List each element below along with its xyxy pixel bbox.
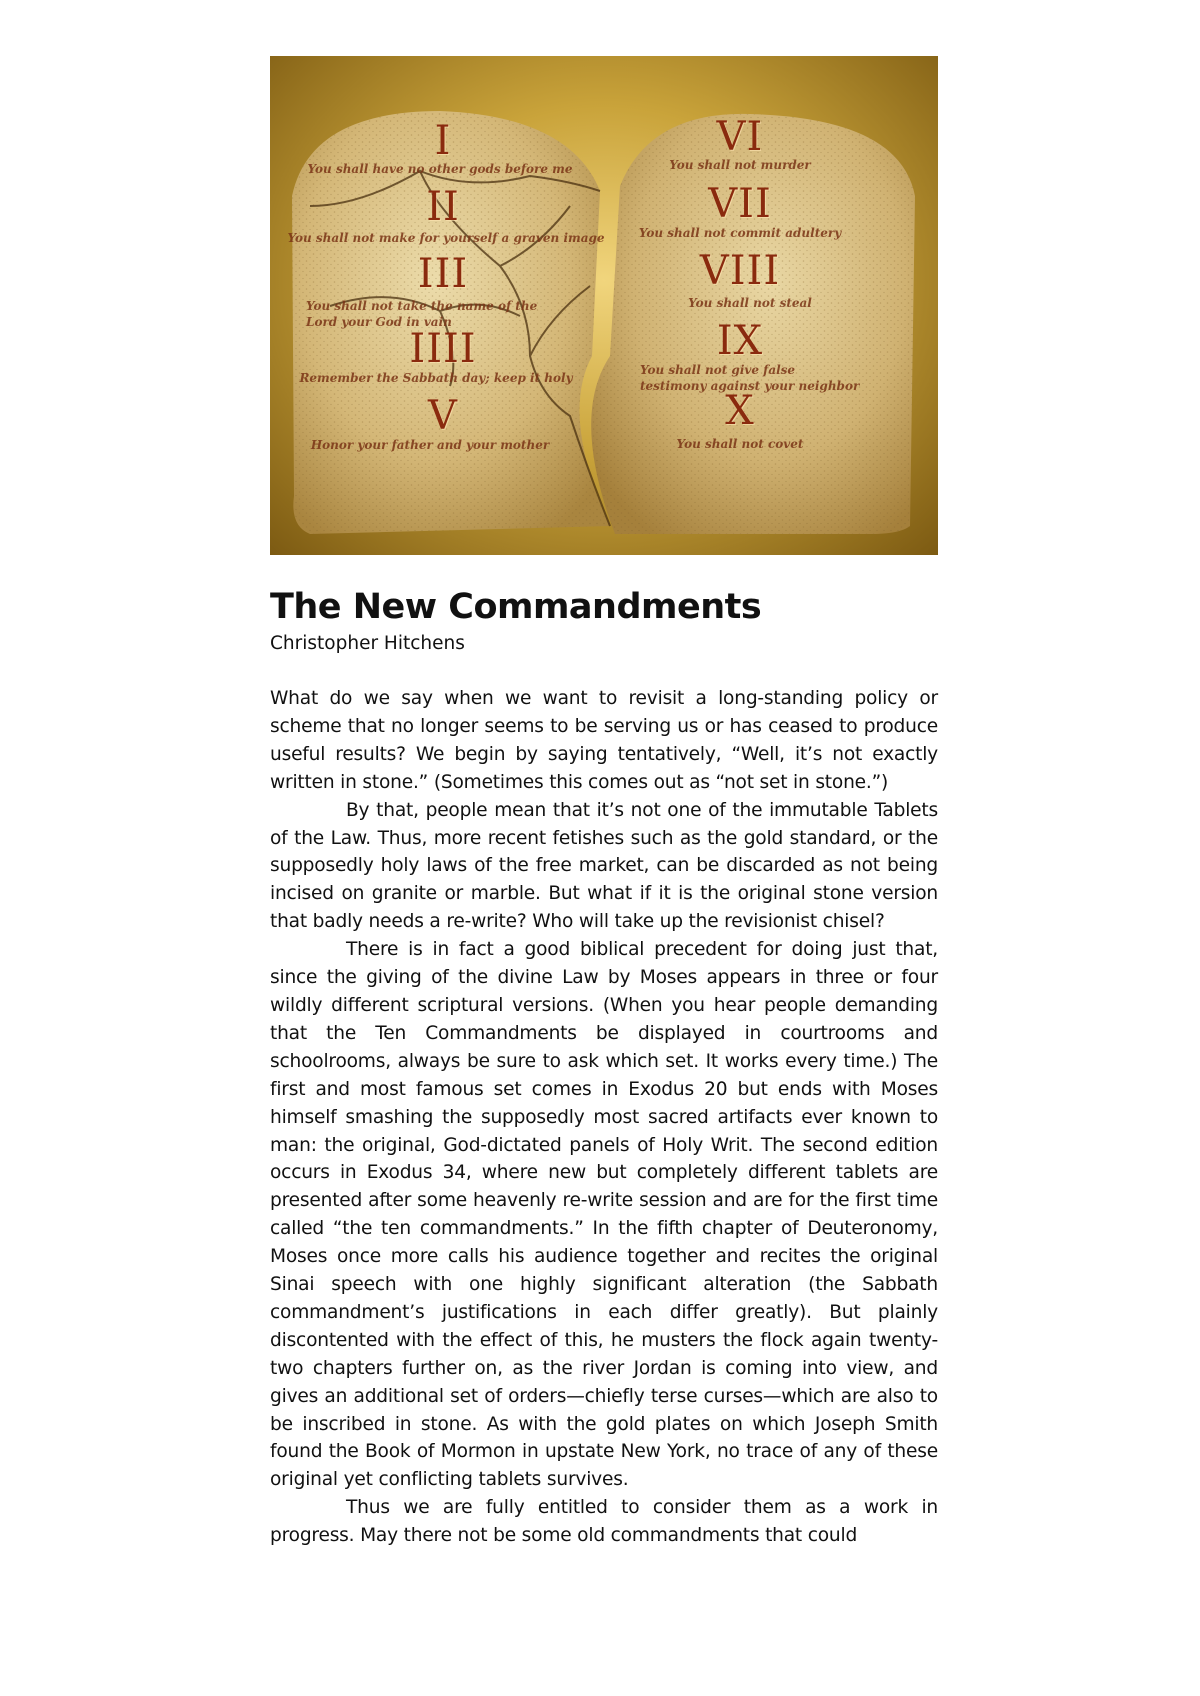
numeral-5: V — [428, 393, 458, 439]
paragraph-3: There is in fact a good biblical precedent for doing just that, since the giving of the divine Law by Moses appears in three or four wildly different scriptural versions. (When you hear people demanding that the Ten Commandments be displayed in courtrooms and schoolrooms, always be sure to ask which set. It works every time.) The first and most famous set comes in Exodus 20 but ends with Moses himself smashing the supposedly most sacred artifacts ever known to man: the original, God-dictated panels of Holy Writ. The second edition occurs in Exodus 34, where new but completely different tablets are presented after some heavenly re-write session and are for the first time called “the ten commandments.” In the fifth chapter of Deuteronomy, Moses once more calls his audience together and recites the original Sinai speech with one highly significant alteration (the Sabbath commandment’s justifications in each differ greatly). But plainly discontented with the effect of this, he musters the flock again twenty-two chapters further on, as the river Jordan is coming into view, and gives an additional set of orders—chiefly terse curses—which are also to be inscribed in stone. As with the gold plates on which Joseph Smith found the Book of Mormon in upstate New York, no trace of any of these original yet conflicting tablets survives. — [270, 939, 938, 1491]
page — [270, 56, 938, 1550]
paragraph-4: Thus we are fully entitled to consider them as a work in progress. May there not be some old commandments that could — [270, 1497, 938, 1547]
numeral-8: VIII — [699, 248, 781, 294]
numeral-3: III — [417, 251, 469, 297]
article-body — [270, 685, 938, 1550]
numeral-6: VI — [716, 114, 764, 160]
commandment-5: Honor your father and your mother — [310, 438, 550, 452]
numeral-4: IIII — [409, 326, 477, 372]
numeral-9: IX — [716, 318, 764, 364]
ten-commandments-tablets-image — [270, 56, 938, 555]
numeral-1: I — [434, 118, 452, 164]
numeral-2: II — [426, 184, 460, 230]
paragraph-1: What do we say when we want to revisit a long-standing policy or scheme that no longer seems to be serving us or has ceased to produce useful results? We begin by saying tentatively, “Well, it’s not exactly written in stone.” (Sometimes this comes out as “not set in stone.”) — [270, 688, 938, 793]
article-title: The New Commandments — [270, 587, 762, 627]
commandment-3: You shall not take the name of the Lord your God in vain — [306, 299, 538, 329]
commandment-1: You shall have no other gods before me — [307, 162, 573, 176]
commandment-10: You shall not covet — [676, 437, 804, 451]
commandment-8: You shall not steal — [688, 296, 812, 310]
paragraph-2: By that, people mean that it’s not one of the immutable Tablets of the Law. Thus, more recent fetishes such as the gold standard, or the supposedly holy laws of the free market, can be discarded as not being incised on granite or marble. But what if it is the original stone version that badly needs a re-write? Who will take up the revisionist chisel? — [270, 799, 938, 933]
commandment-9: You shall not give false testimony against your neighbor — [640, 363, 860, 393]
numeral-7: VII — [708, 181, 772, 227]
commandment-7: You shall not commit adultery — [638, 226, 842, 240]
commandment-4: Remember the Sabbath day; keep it holy — [299, 371, 573, 385]
commandment-2: You shall not make for yourself a graven image — [287, 231, 605, 245]
commandment-6: You shall not murder — [669, 158, 811, 172]
numeral-10: X — [725, 388, 755, 434]
article-author: Christopher Hitchens — [270, 633, 465, 654]
